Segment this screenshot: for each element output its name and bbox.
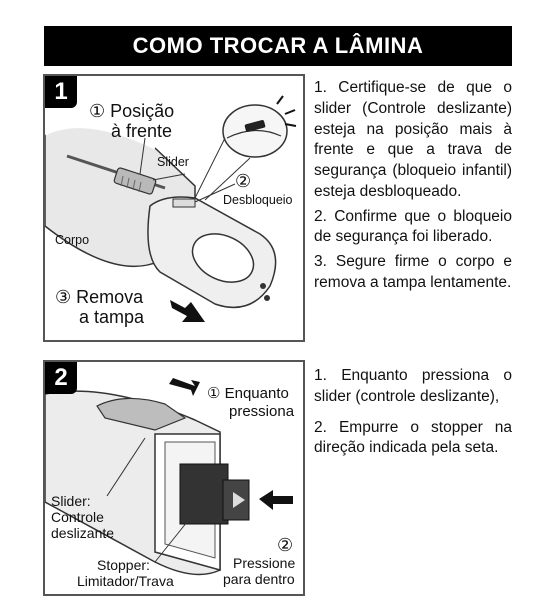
step-2-paragraph-2: 2. Empurre o stopper na direção indicada pela seta.	[314, 418, 512, 457]
label-slider: Slider	[157, 155, 189, 169]
step-2-illustration	[43, 360, 305, 596]
label-slider-2: Controle	[51, 509, 104, 525]
label-while-pressing-1: ① Enquanto	[207, 385, 289, 402]
step-1-badge: 1	[45, 76, 77, 108]
label-while-pressing-2: pressiona	[229, 403, 295, 420]
label-unlock: Desbloqueio	[223, 193, 293, 207]
step-1-paragraph-2: 2. Confirme que o bloqueio de segurança foi liberado.	[314, 207, 512, 246]
label-position-forward-1: ① Posição	[89, 101, 175, 121]
step-2-badge: 2	[45, 362, 77, 394]
step-2-paragraph-1: 1. Enquanto pressiona o slider (controle deslizante),	[314, 367, 512, 405]
step-2-instructions	[314, 366, 512, 463]
label-remove-cap-2: a tampa	[79, 307, 145, 327]
label-press-in-number: ②	[277, 535, 294, 555]
label-body: Corpo	[55, 233, 90, 247]
label-press-in-2: para dentro	[223, 571, 295, 587]
label-remove-cap-1: ③ Remova	[55, 287, 144, 307]
page-title: COMO TROCAR A LÂMINA	[44, 26, 512, 66]
step-1-illustration	[43, 74, 305, 342]
step-1-paragraph-1: 1. Certifique-se de que o slider (Controle deslizante) esteja na posição mais à frente e que a trava de segurança (bloqueio infantil) esteja desbloqueado.	[314, 79, 512, 200]
label-press-in-1: Pressione	[233, 555, 296, 571]
label-stopper-1: Stopper:	[97, 557, 150, 573]
label-slider-1: Slider:	[51, 493, 91, 509]
step-1-instructions	[314, 78, 512, 298]
step-1-paragraph-3: 3. Segure firme o corpo e remova a tampa lentamente.	[314, 253, 512, 291]
label-unlock-number: ②	[235, 171, 252, 191]
label-stopper-2: Limitador/Trava	[77, 573, 174, 589]
label-slider-3: deslizante	[51, 525, 115, 541]
label-position-forward-2: à frente	[111, 121, 173, 141]
